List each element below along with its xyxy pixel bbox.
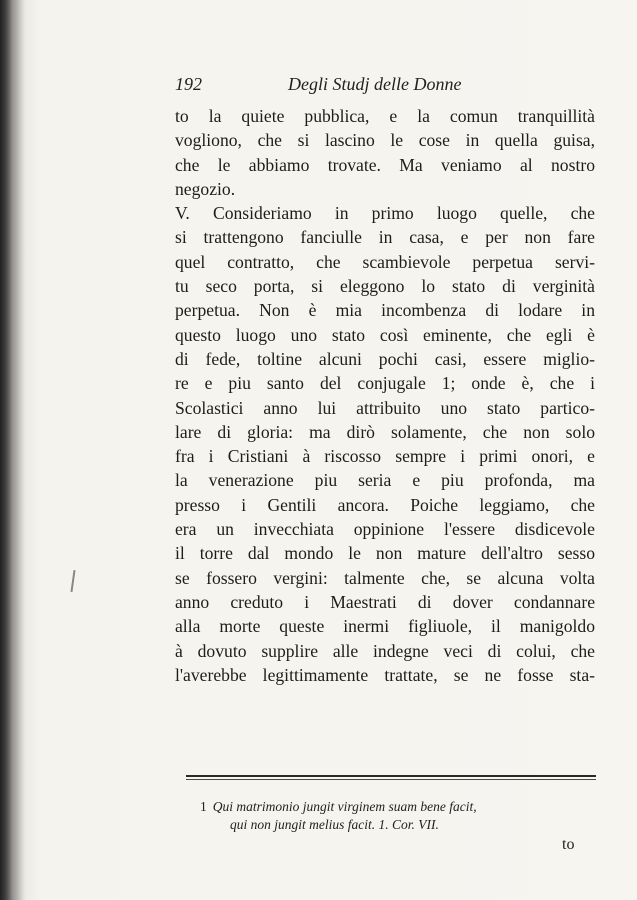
text-line: si trattengono fanciulle in casa, e per non fare <box>175 227 595 248</box>
text-line: Scolastici anno lui attribuito uno stato partico- <box>175 397 595 418</box>
text-line: anno creduto i Maestrati di dover condannare <box>175 591 595 612</box>
text-line: V. Consideriamo in primo luogo quelle, che <box>175 203 595 224</box>
text-line: l'averebbe legittimamente trattate, se ne fosse sta- <box>175 664 595 685</box>
text-line: lare di gloria: ma dirò solamente, che non solo <box>175 421 595 442</box>
text-line: negozio. <box>175 178 236 199</box>
text-line: che le abbiamo trovate. Ma veniamo al nostro <box>175 154 595 175</box>
text-line: à dovuto supplire alle indegne veci di colui, che <box>175 640 595 661</box>
text-line: to la quiete pubblica, e la comun tranquillità <box>175 106 595 126</box>
running-title: Degli Studj delle Donne <box>288 74 462 94</box>
text-line: se fossero vergini: talmente che, se alcuna volta <box>175 567 595 588</box>
text-line: alla morte queste inermi figliuole, il manigoldo <box>175 616 595 637</box>
text-line: era un invecchiata oppinione l'essere disdicevole <box>175 519 595 540</box>
footnote-rule <box>186 775 596 777</box>
text-line: la venerazione piu seria e piu profonda, ma <box>175 470 595 491</box>
page-number: 192 <box>175 74 202 94</box>
footnote-line-2: qui non jungit melius facit. 1. Cor. VII. <box>230 817 439 832</box>
text-line: presso i Gentili ancora. Poiche leggiamo, che <box>175 494 595 515</box>
text-line: di fede, toltine alcuni pochi casi, essere miglio- <box>175 348 595 369</box>
text-line: perpetua. Non è mia incombenza di lodare in <box>175 300 595 321</box>
text-line: tu seco porta, si eleggono lo stato di verginità <box>175 276 595 297</box>
footnote-text-1: Qui matrimonio jungit virginem suam bene facit, <box>212 799 477 814</box>
margin-mark <box>70 570 75 592</box>
binding-shadow <box>0 0 26 900</box>
body-text <box>175 104 595 687</box>
text-line: fra i Cristiani à riscosso sempre i primi onori, e <box>175 446 595 467</box>
page-header <box>175 74 605 100</box>
text-line: questo luogo uno stato così eminente, che egli è <box>175 324 595 345</box>
text-line: il torre dal mondo le non mature dell'altro sesso <box>175 543 595 564</box>
catchword: to <box>562 836 575 853</box>
footnote-marker: 1 <box>200 799 207 814</box>
footnote-rule-thin <box>186 779 596 780</box>
footnote-line-1 <box>200 798 600 816</box>
text-line: re e piu santo del conjugale 1; onde è, che i <box>175 373 595 394</box>
text-line: quel contratto, che scambievole perpetua servi- <box>175 251 595 272</box>
text-line: vogliono, che si lascino le cose in quella guisa, <box>175 130 595 151</box>
footnote <box>200 798 600 834</box>
